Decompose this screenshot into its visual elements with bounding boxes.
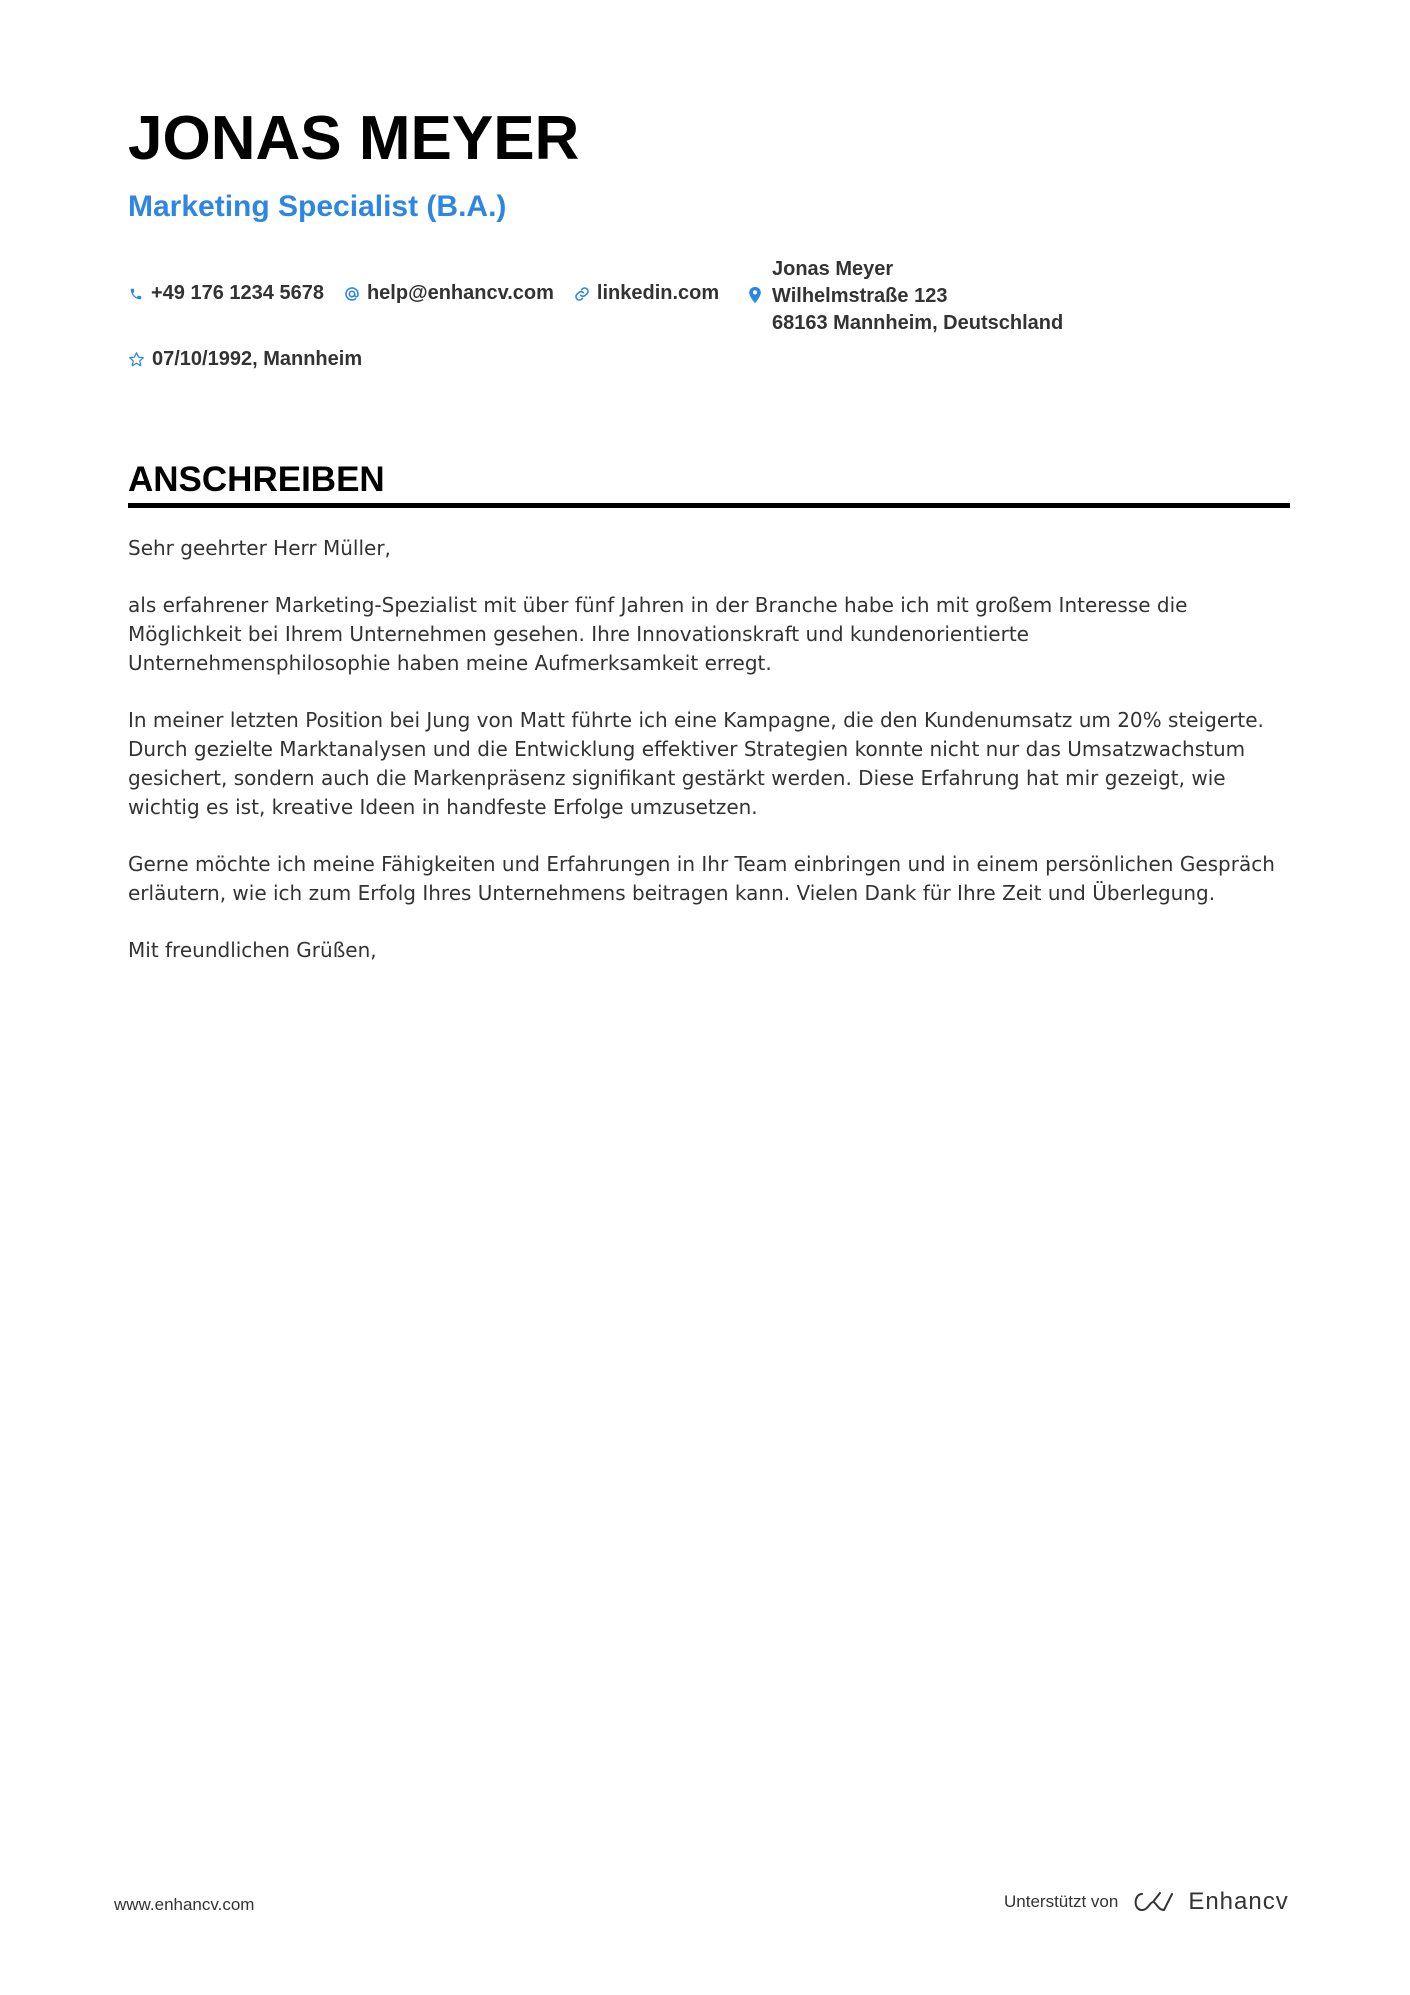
birth-text: 07/10/1992, Mannheim [152,348,363,370]
address-block [748,256,1063,337]
section-divider [128,503,1290,508]
star-icon [128,351,146,369]
location-pin-icon [748,286,764,308]
job-title: Marketing Specialist (B.A.) [128,190,507,223]
salutation: Sehr geehrter Herr Müller, [128,536,391,560]
contact-row [128,282,739,305]
email-text[interactable]: help@enhancv.com [366,282,554,304]
applicant-name: JONAS MEYER [128,104,580,173]
closing: Mit freundlichen Grüßen, [128,938,377,962]
powered-by-label: Unterstützt von [1004,1892,1119,1911]
contact-phone [128,282,324,305]
enhancv-logo-icon [1130,1889,1176,1915]
paragraph-3: Gerne möchte ich meine Fähigkeiten und Erfahrungen in Ihr Team einbringen und in einem persönlichen Gespräch erläutern, wie ich zum Erfolg Ihres Unternehmens beitragen kann. Vielen Dank für Ihre Zeit und Überlegung. [128,852,1275,905]
brand-name: Enhancv [1188,1888,1289,1915]
letter-body [128,534,1293,993]
contact-linkedin [574,282,719,305]
paragraph-1: als erfahrener Marketing-Spezialist mit über fünf Jahren in der Branche habe ich mit großem Interesse die Möglichkeit bei Ihrem Unternehmen gesehen. Ihre Innovationskraft und kundenorientierte Unternehmensphilosophie haben meine Aufmerksamkeit erregt. [128,593,1188,675]
address-line-city: 68163 Mannheim, Deutschland [772,312,1064,334]
section-title: ANSCHREIBEN [128,460,385,499]
at-icon [344,285,360,303]
address-line-street: Wilhelmstraße 123 [772,285,948,307]
phone-icon [128,285,144,303]
birth-info [128,348,362,371]
footer-branding [1004,1888,1289,1916]
contact-email [344,282,554,305]
paragraph-2: In meiner letzten Position bei Jung von Matt führte ich eine Kampagne, die den Kundenumsatz um 20% steigerte. Durch gezielte Marktanalysen und die Entwicklung effektiver Strategien konnte nicht nur das Umsatzwachstum gesichert, sondern auch die Markenpräsenz signifikant gestärkt werden. Diese Erfahrung hat mir gezeigt, wie wichtig es ist, kreative Ideen in handfeste Erfolge umzusetzen. [128,708,1264,819]
phone-text[interactable]: +49 176 1234 5678 [151,282,324,304]
address-lines [772,256,1063,337]
address-line-name: Jonas Meyer [772,258,894,280]
link-icon [574,285,590,303]
footer-website[interactable]: www.enhancv.com [114,1895,255,1914]
linkedin-text[interactable]: linkedin.com [596,282,720,304]
